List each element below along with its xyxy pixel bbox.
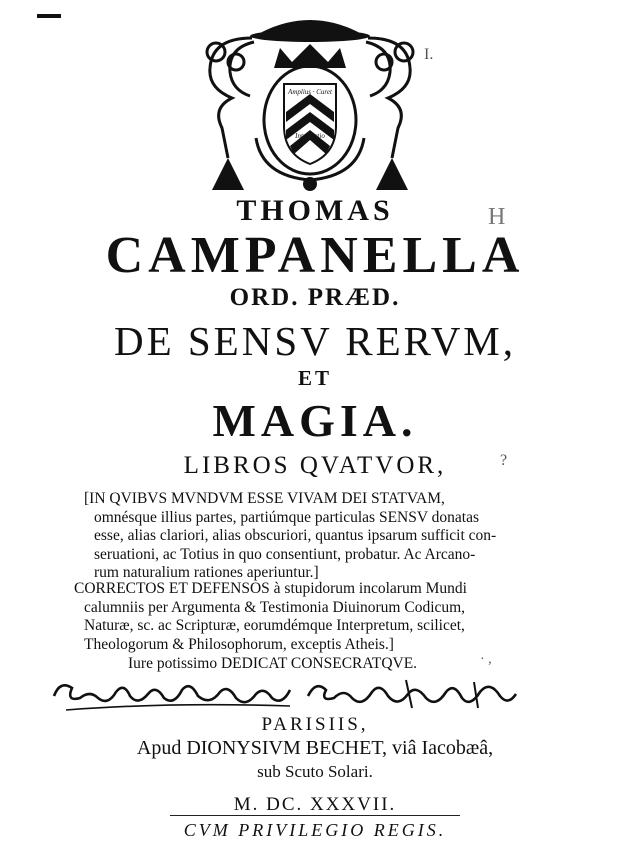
title-line-1: DE SENSV RERVM, bbox=[113, 318, 517, 364]
crest-motto-top: Amplius · Curet bbox=[288, 88, 332, 96]
religious-order: ORD. PRÆD. bbox=[229, 284, 401, 311]
imprint-shop-sign: sub Scuto Solari. bbox=[257, 762, 373, 781]
books-count: LIBROS QVATVOR, bbox=[183, 452, 447, 479]
crest-motto-bottom: Intus · ctio bbox=[295, 132, 325, 140]
margin-mark: H bbox=[488, 204, 506, 230]
cardinal-coat-of-arms bbox=[192, 8, 428, 196]
defense-line: Theologorum & Philosophorum, exceptis Atheis.] bbox=[84, 635, 394, 653]
defense-line: calumniis per Argumenta & Testimonia Diuinorum Codicum, bbox=[84, 598, 466, 616]
crown-icon bbox=[274, 44, 346, 68]
margin-mark: ? bbox=[500, 452, 508, 469]
defense-paragraph bbox=[74, 580, 544, 654]
title-line-2: MAGIA. bbox=[212, 395, 418, 446]
margin-mark: · , bbox=[480, 652, 492, 667]
tassel-right-icon bbox=[376, 158, 408, 190]
title-conjunction: ET bbox=[297, 366, 332, 390]
description-line: esse, alias clariori, alias obscuriori, quantus ipsarum sufficit con- bbox=[94, 527, 497, 545]
margin-mark: I. bbox=[424, 46, 434, 63]
description-line: seruationi, ac Totius in quo consentiunt, probatur. Ac Arcano- bbox=[94, 545, 476, 563]
author-first-name: THOMAS bbox=[236, 194, 394, 227]
imprint-place: PARISIIS, bbox=[261, 714, 369, 735]
royal-privilege: CVM PRIVILEGIO REGIS. bbox=[183, 820, 447, 840]
defense-line: CORRECTOS ET DEFENSOS à stupidorum incolarum Mundi bbox=[74, 580, 467, 597]
divider-rule bbox=[170, 815, 460, 816]
defense-line: Naturæ, sc. ac Scripturæ, eorumdémque Interpretum, scilicet, bbox=[84, 617, 465, 635]
ink-dash bbox=[37, 14, 61, 18]
imprint-publisher: Apud DIONYSIVM BECHET, viâ Iacobæâ, bbox=[136, 737, 494, 759]
tassel-left-icon bbox=[212, 158, 244, 190]
description-line: omnésque illius partes, partiúmque particulas SENSV donatas bbox=[94, 508, 479, 526]
description-line: [IN QVIBVS MVNDVM ESSE VIVAM DEI STATVAM, bbox=[84, 490, 445, 507]
dedication-line: Iure potissimo DEDICAT CONSECRATQVE. bbox=[128, 655, 418, 672]
handwritten-signature bbox=[50, 672, 520, 714]
imprint-year: M. DC. XXXVII. bbox=[233, 794, 397, 815]
description-paragraph bbox=[84, 490, 544, 583]
description-line: rum naturalium rationes aperiuntur.] bbox=[94, 564, 319, 582]
author-last-name: CAMPANELLA bbox=[105, 227, 525, 284]
